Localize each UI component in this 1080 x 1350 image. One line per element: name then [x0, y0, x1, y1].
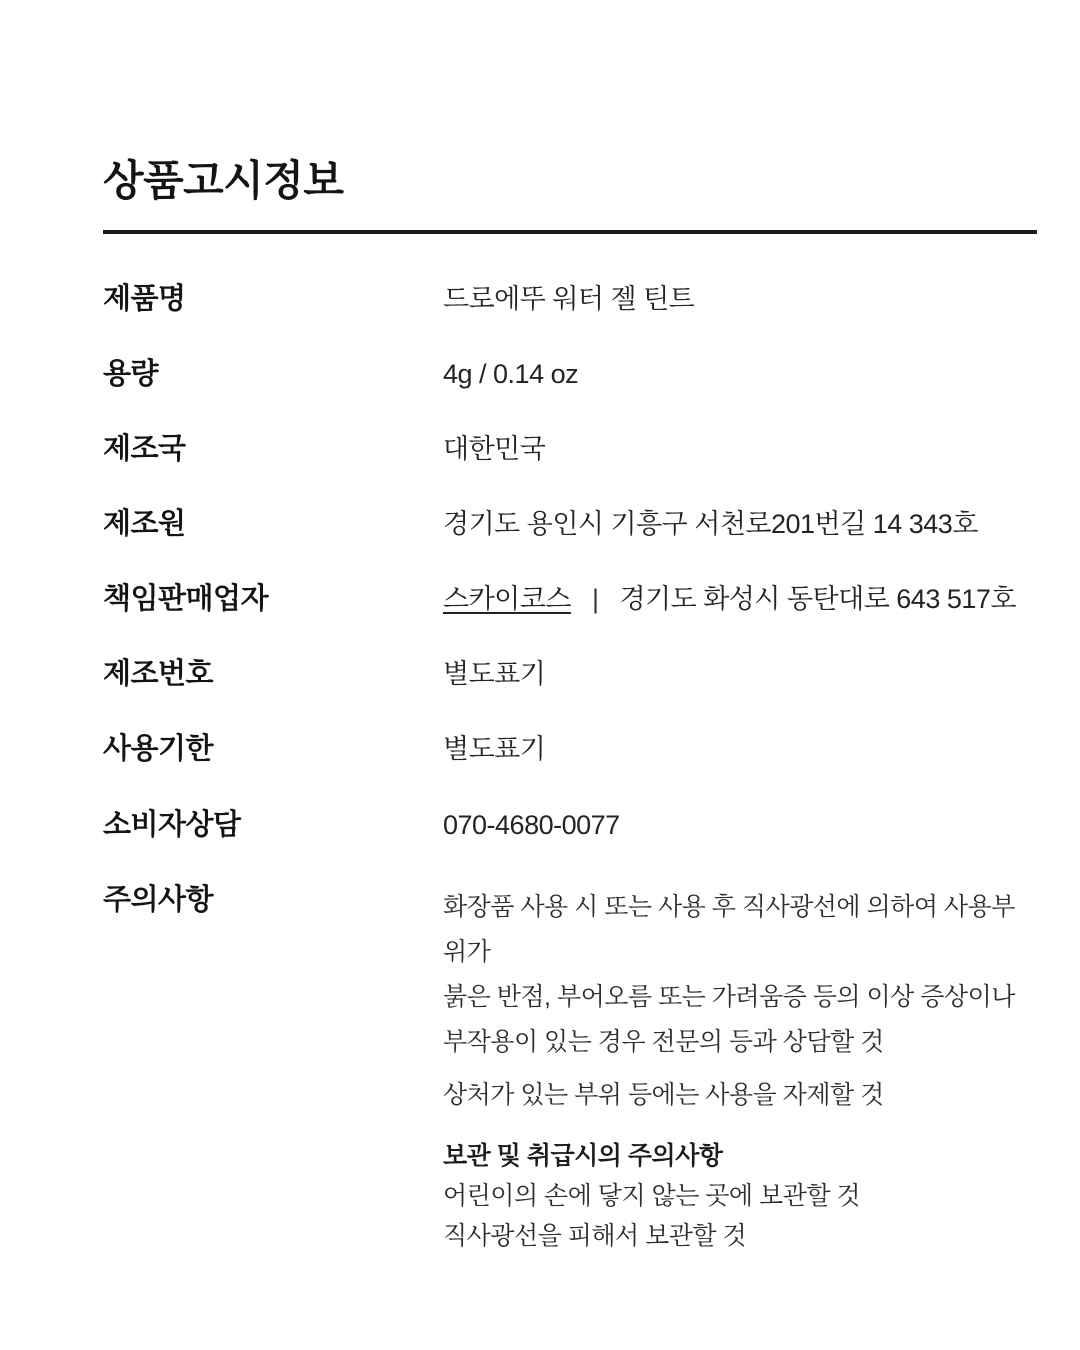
row-value: 별도표기: [443, 659, 546, 690]
row-label: 제조번호: [103, 658, 214, 691]
caution-storage-line: 직사광선을 피해서 보관할 것: [443, 1221, 747, 1250]
caution-warning-paragraph: [443, 885, 1037, 1065]
seller-link[interactable]: 스카이코스: [443, 584, 571, 615]
row-value: 별도표기: [443, 734, 546, 765]
row-manufacturer: [103, 509, 1037, 540]
product-info-table: [103, 284, 1037, 1255]
page-title: 상품고시정보: [103, 157, 344, 204]
row-value: 대한민국: [443, 434, 546, 465]
row-value: 4g / 0.14 oz: [443, 359, 579, 390]
title-divider: [103, 230, 1037, 234]
row-label: 제조원: [103, 508, 186, 541]
caution-warning-line: 붉은 반점, 부어오름 또는 가려움증 등의 이상 증상이나: [443, 982, 1015, 1011]
row-customer-service: [103, 810, 1037, 841]
row-country-of-origin: [103, 434, 1037, 465]
caution-content: [443, 885, 1037, 1256]
row-volume: [103, 359, 1037, 390]
row-product-name: [103, 284, 1037, 315]
row-value: 070-4680-0077: [443, 809, 620, 840]
seller-address: 경기도 화성시 동탄대로 643 517호: [619, 584, 1016, 615]
row-label: 소비자상담: [103, 808, 241, 841]
row-responsible-seller: [103, 584, 1037, 615]
row-label: 제품명: [103, 283, 186, 316]
row-caution: [103, 885, 1037, 1256]
row-expiration-date: [103, 734, 1037, 765]
caution-storage-heading: 보관 및 취급시의 주의사항: [443, 1141, 723, 1170]
row-value: 경기도 용인시 기흥구 서천로201번길 14 343호: [443, 509, 978, 540]
row-label: 용량: [103, 358, 159, 391]
caution-wound-line: 상처가 있는 부위 등에는 사용을 자제할 것: [443, 1080, 884, 1109]
row-value: [443, 584, 1037, 615]
seller-separator: |: [591, 584, 599, 615]
caution-warning-line: 부작용이 있는 경우 전문의 등과 상담할 것: [443, 1027, 884, 1056]
row-label: 제조국: [103, 433, 186, 466]
row-value: 드로에뚜 워터 젤 틴트: [443, 284, 695, 315]
row-batch-number: [103, 659, 1037, 690]
row-label: 책임판매업자: [103, 583, 269, 616]
row-label: 주의사항: [103, 883, 214, 916]
caution-storage-line: 어린이의 손에 닿지 않는 곳에 보관할 것: [443, 1181, 861, 1210]
caution-storage-paragraph: [443, 1176, 1037, 1256]
caution-warning-line: 화장품 사용 시 또는 사용 후 직사광선에 의하여 사용부위가: [443, 892, 1015, 966]
row-label: 사용기한: [103, 733, 214, 766]
